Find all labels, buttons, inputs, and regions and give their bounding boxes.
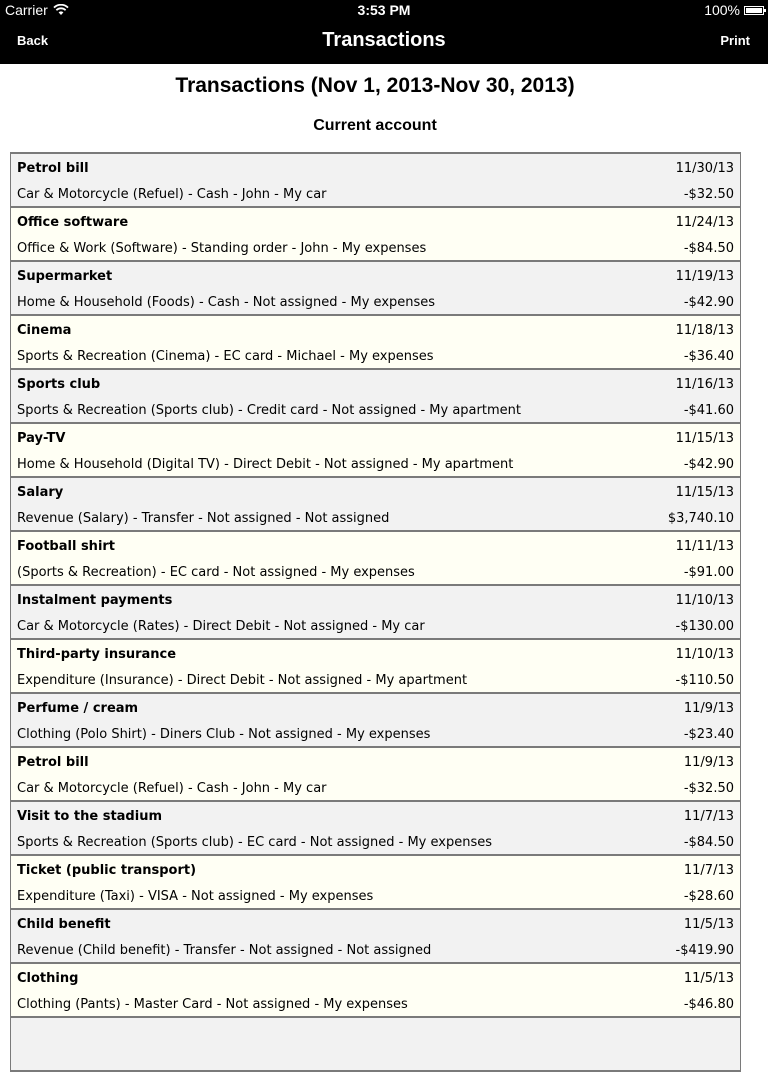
transaction-amount: -$23.40	[683, 727, 734, 742]
transaction-name: Petrol bill	[17, 755, 89, 770]
transaction-name: Visit to the stadium	[17, 809, 162, 824]
carrier-label: Carrier	[5, 2, 48, 18]
transaction-description: Car & Motorcycle (Refuel) - Cash - John - My car	[17, 781, 327, 796]
transaction-date: 11/11/13	[675, 539, 734, 554]
transaction-amount: -$130.00	[675, 619, 734, 634]
transaction-description: (Sports & Recreation) - EC card - Not assigned - My expenses	[17, 565, 415, 580]
transaction-row[interactable]	[11, 1018, 740, 1072]
transaction-name: Office software	[17, 215, 129, 230]
transaction-amount: -$110.50	[675, 673, 734, 688]
print-button[interactable]: Print	[720, 33, 750, 48]
transaction-amount: -$41.60	[683, 403, 734, 418]
transaction-row[interactable]	[11, 478, 740, 532]
transaction-description: Clothing (Polo Shirt) - Diners Club - Not assigned - My expenses	[17, 727, 431, 742]
transaction-row[interactable]	[11, 208, 740, 262]
report-title: Transactions (Nov 1, 2013-Nov 30, 2013)	[175, 74, 575, 97]
transaction-row[interactable]	[11, 640, 740, 694]
transaction-date: 11/5/13	[683, 917, 734, 932]
transaction-name: Child benefit	[17, 917, 111, 932]
transaction-date: 11/9/13	[683, 701, 734, 716]
transactions-table	[10, 152, 741, 1072]
transaction-name: Instalment payments	[17, 593, 173, 608]
transaction-description: Expenditure (Insurance) - Direct Debit - Not assigned - My apartment	[17, 673, 468, 688]
transaction-row[interactable]	[11, 532, 740, 586]
navigation-bar	[0, 20, 768, 64]
transaction-row[interactable]	[11, 964, 740, 1018]
transaction-date: 11/10/13	[675, 647, 734, 662]
transaction-name: Football shirt	[17, 539, 116, 554]
transaction-row[interactable]	[11, 370, 740, 424]
transaction-date: 11/10/13	[675, 593, 734, 608]
transaction-description: Sports & Recreation (Sports club) - EC card - Not assigned - My expenses	[17, 835, 493, 850]
transaction-row[interactable]	[11, 154, 740, 208]
transaction-row[interactable]	[11, 694, 740, 748]
clock: 3:53 PM	[357, 2, 411, 18]
transaction-amount: -$46.80	[683, 997, 734, 1012]
transaction-row[interactable]	[11, 802, 740, 856]
transaction-row[interactable]	[11, 910, 740, 964]
transaction-date: 11/15/13	[675, 485, 734, 500]
status-bar	[0, 0, 768, 20]
transaction-row[interactable]	[11, 316, 740, 370]
transaction-description: Office & Work (Software) - Standing order - John - My expenses	[17, 241, 427, 256]
transaction-amount: -$42.90	[683, 457, 734, 472]
transaction-amount: -$28.60	[683, 889, 734, 904]
transaction-name: Ticket (public transport)	[17, 863, 197, 878]
transaction-name: Perfume / cream	[17, 701, 139, 716]
back-button[interactable]: Back	[17, 33, 49, 48]
transaction-description: Home & Household (Foods) - Cash - Not assigned - My expenses	[17, 295, 436, 310]
battery-percent: 100%	[704, 2, 740, 18]
transaction-amount: -$91.00	[683, 565, 734, 580]
transaction-date: 11/15/13	[675, 431, 734, 446]
battery-group	[704, 2, 764, 18]
transaction-name: Petrol bill	[17, 161, 89, 176]
transaction-date: 11/30/13	[675, 161, 734, 176]
transaction-description: Car & Motorcycle (Refuel) - Cash - John - My car	[17, 187, 327, 202]
transaction-name: Third-party insurance	[17, 647, 177, 662]
transaction-date: 11/19/13	[675, 269, 734, 284]
transaction-date: 11/7/13	[683, 809, 734, 824]
account-name: Current account	[313, 117, 437, 134]
transaction-description: Car & Motorcycle (Rates) - Direct Debit - Not assigned - My car	[17, 619, 425, 634]
transaction-amount: -$84.50	[683, 835, 734, 850]
transaction-date: 11/9/13	[683, 755, 734, 770]
transaction-name: Clothing	[17, 971, 79, 986]
transaction-name: Supermarket	[17, 269, 113, 284]
transaction-description: Revenue (Salary) - Transfer - Not assigned - Not assigned	[17, 511, 390, 526]
transaction-description: Home & Household (Digital TV) - Direct Debit - Not assigned - My apartment	[17, 457, 514, 472]
transaction-amount: -$32.50	[683, 187, 734, 202]
transaction-description: Clothing (Pants) - Master Card - Not assigned - My expenses	[17, 997, 408, 1012]
transaction-description: Sports & Recreation (Sports club) - Credit card - Not assigned - My apartment	[17, 403, 521, 418]
transaction-description: Revenue (Child benefit) - Transfer - Not assigned - Not assigned	[17, 943, 432, 958]
battery-icon	[744, 6, 764, 15]
transaction-date: 11/16/13	[675, 377, 734, 392]
transaction-name: Cinema	[17, 323, 72, 338]
transaction-row[interactable]	[11, 262, 740, 316]
transaction-row[interactable]	[11, 856, 740, 910]
transaction-name: Salary	[17, 485, 64, 500]
transaction-name: Pay-TV	[17, 431, 66, 446]
transaction-amount: -$36.40	[683, 349, 734, 364]
transaction-amount: -$32.50	[683, 781, 734, 796]
transaction-date: 11/18/13	[675, 323, 734, 338]
transaction-row[interactable]	[11, 586, 740, 640]
transaction-description: Expenditure (Taxi) - VISA - Not assigned - My expenses	[17, 889, 374, 904]
nav-title: Transactions	[322, 29, 446, 51]
transaction-amount: -$42.90	[683, 295, 734, 310]
transaction-date: 11/5/13	[683, 971, 734, 986]
transaction-row[interactable]	[11, 748, 740, 802]
transaction-date: 11/24/13	[675, 215, 734, 230]
transaction-date: 11/7/13	[683, 863, 734, 878]
transaction-description: Sports & Recreation (Cinema) - EC card - Michael - My expenses	[17, 349, 434, 364]
transaction-amount: -$84.50	[683, 241, 734, 256]
transaction-amount: -$419.90	[675, 943, 734, 958]
transaction-row[interactable]	[11, 424, 740, 478]
transaction-name: Sports club	[17, 377, 101, 392]
transaction-amount: $3,740.10	[667, 511, 734, 526]
